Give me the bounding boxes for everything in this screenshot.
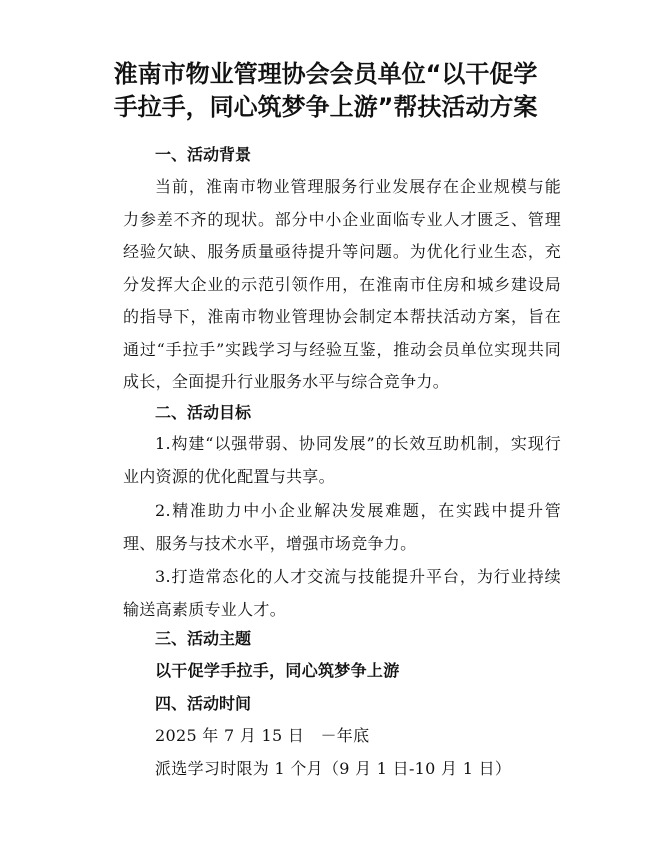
goal-item-1: 1.构建“以强带弱、协同发展”的长效互助机制，实现行业内资源的优化配置与共享。 — [123, 434, 561, 486]
background-paragraph: 当前，淮南市物业管理服务行业发展存在企业规模与能力参差不齐的现状。部分中小企业面临专业人才匮乏、管理经验欠缺、服务质量亟待提升等问题。为优化行业生态，充分发挥大企业的示范引领作用，在淮南市住房和城乡建设局的指导下，淮南市物业管理协会制定本帮扶活动方案，旨在通过“手拉手”实践学习与经验互鉴，推动会员单位实现共同成长，全面提升行业服务水平与综合竞争力。 — [123, 177, 561, 391]
document-title-line-2: 手拉手，同心筑梦争上游”帮扶活动方案 — [113, 93, 538, 121]
study-duration: 派选学习时限为 1 个月（9 月 1 日-10 月 1 日） — [155, 759, 512, 778]
section-heading-time: 四、活动时间 — [155, 694, 252, 713]
section-heading-background: 一、活动背景 — [155, 145, 252, 164]
section-heading-goals: 二、活动目标 — [155, 403, 252, 422]
theme-text: 以干促学手拉手，同心筑梦争上游 — [155, 661, 400, 680]
goal-item-2: 2.精准助力中小企业解决发展难题，在实践中提升管理、服务与技术水平，增强市场竞争力。 — [123, 501, 561, 553]
goal-item-3: 3.打造常态化的人才交流与技能提升平台，为行业持续输送高素质专业人才。 — [123, 567, 561, 619]
section-heading-theme: 三、活动主题 — [155, 629, 252, 648]
document-title-line-1: 淮南市物业管理协会会员单位“以干促学 — [113, 60, 538, 88]
activity-period: 2025 年 7 月 15 日 －年底 — [155, 726, 370, 745]
